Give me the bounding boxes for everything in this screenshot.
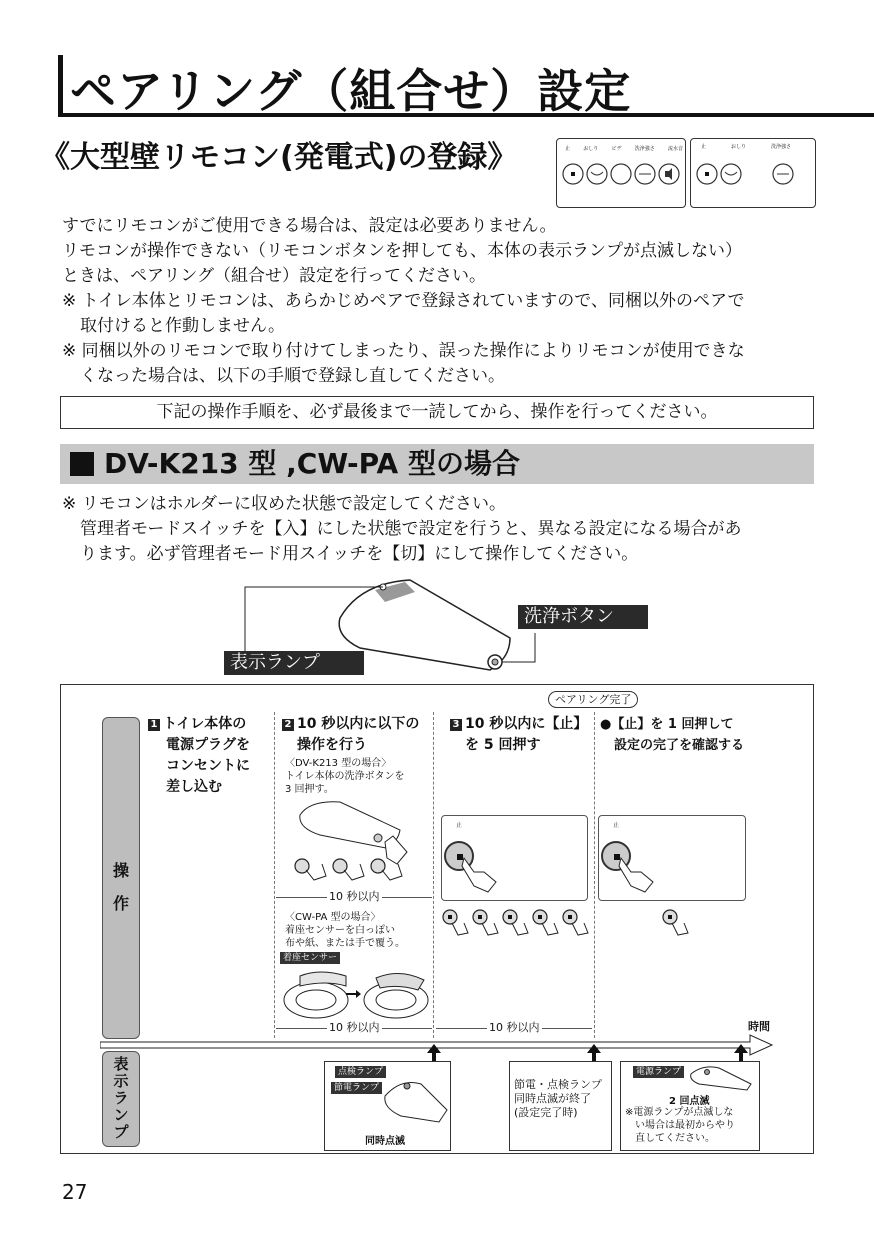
- step1-line: 差し込む: [166, 779, 222, 795]
- lamp-state-3: [620, 1061, 760, 1151]
- time-axis-label: 時間: [748, 1020, 770, 1033]
- section-note: ※ リモコンはホルダーに収めた状態で設定してください。: [62, 494, 506, 514]
- step1-line: トイレ本体の: [163, 716, 247, 732]
- stop-press-5x-icon: [436, 905, 592, 945]
- square-icon: [70, 452, 94, 476]
- step2-note-line: 着座センサーを白っぽい: [285, 925, 395, 936]
- step1-line: 電源プラグを: [166, 737, 250, 753]
- remote-label: 流水音: [667, 146, 683, 152]
- lamp-tab-char: 表: [113, 1055, 129, 1073]
- lamp3-note-line: ※電源ランプが点滅しな: [625, 1107, 734, 1118]
- lid-lamp-illustration: [381, 1076, 449, 1126]
- lamp-state-1: [324, 1061, 451, 1151]
- remote-label: おしり: [730, 144, 746, 150]
- lamp-tab: [102, 1051, 140, 1147]
- interval-label: 10 秒以内: [329, 1021, 380, 1034]
- intro-line: リモコンが操作できない（リモコンボタンを押しても、本体の表示ランプが点滅しない）: [62, 241, 742, 261]
- lamp-tab-char: プ: [113, 1123, 129, 1141]
- remote-label: 止: [565, 146, 571, 152]
- hand-pointer-icon: [460, 854, 500, 894]
- stop-label: 止: [613, 822, 620, 829]
- step4-text: [600, 714, 744, 756]
- power-save-lamp-tag: 節電ランプ: [331, 1082, 382, 1094]
- intro-note-cont: 取付けると作動しません。: [80, 316, 286, 336]
- power-lamp-tag: 電源ランプ: [633, 1066, 684, 1078]
- remote-panel-step3: [441, 815, 588, 901]
- page-title: ペアリング（組合せ）設定: [70, 64, 632, 118]
- step1-line: コンセントに: [166, 758, 250, 774]
- lamp-tab-char: ラ: [113, 1089, 129, 1107]
- interval-label: 10 秒以内: [489, 1021, 540, 1034]
- page-number: 27: [62, 1180, 88, 1204]
- remote-panel-step4: [598, 815, 746, 901]
- remote-small-labels: [701, 143, 791, 150]
- remote-label: 止: [701, 144, 707, 150]
- step2-dv-note: [285, 757, 405, 796]
- operation-tab-char: 作: [112, 894, 129, 913]
- step3-text: [450, 714, 587, 756]
- operation-tab: [102, 717, 140, 1039]
- step2-cw-note: [285, 911, 405, 950]
- step4-line: 設定の完了を確認する: [614, 738, 745, 753]
- remote-large-illustration: [556, 138, 686, 208]
- remote-buttons-icon: [561, 159, 683, 189]
- section-note-cont: ります。必ず管理者モード用スイッチを【切】にして操作してください。: [80, 544, 639, 564]
- hand-pointer-icon: [617, 854, 657, 894]
- lamp2-line: 節電・点検ランプ: [514, 1078, 602, 1091]
- lamp3-caption: 2 回点滅: [669, 1096, 710, 1107]
- inspection-lamp-tag: 点検ランプ: [335, 1066, 386, 1078]
- remote-small-buttons-icon: [695, 159, 811, 189]
- section-heading-text: DV-K213 型 ,CW-PA 型の場合: [104, 447, 520, 480]
- remote-label: 洗浄強さ: [634, 146, 655, 152]
- remote-label: 洗浄強さ: [770, 144, 791, 150]
- wash-press-illustration: [290, 800, 430, 892]
- step2-note-line: 〈DV-K213 型の場合〉: [285, 758, 392, 769]
- step2-note-line: 布や紙、または手で覆う。: [285, 938, 405, 949]
- lamp2-text: [514, 1078, 602, 1120]
- step2-line: 10 秒以内に以下の: [297, 716, 420, 732]
- step4-line: ●【止】を 1 回押して: [600, 717, 734, 732]
- remote-label: おしり: [583, 146, 599, 152]
- intro-line: すでにリモコンがご使用できる場合は、設定は必要ありません。: [62, 216, 557, 236]
- lamp2-line: (設定完了時): [514, 1106, 578, 1119]
- lamp-tab-char: ン: [113, 1106, 129, 1124]
- lid-lamp-illustration: [689, 1064, 753, 1092]
- step-divider: [433, 712, 434, 1038]
- intro-note-cont: くなった場合は、以下の手順で登録し直してください。: [80, 366, 505, 386]
- lamp2-line: 同時点滅が終了: [514, 1092, 591, 1105]
- step-divider: [594, 712, 595, 1038]
- step1-text: [148, 714, 250, 798]
- notice-box: 下記の操作手順を、必ず最後まで一読してから、操作を行ってください。: [60, 396, 814, 429]
- step2-text: [282, 714, 419, 756]
- interval-label: 10 秒以内: [329, 890, 380, 903]
- step-number: 3: [450, 719, 462, 731]
- seat-sensor-tag: 着座センサー: [280, 952, 340, 964]
- step-number: 1: [148, 719, 160, 731]
- lamp3-note: [625, 1106, 735, 1145]
- lamp-tab-char: 示: [113, 1072, 129, 1090]
- display-lamp-label: 表示ランプ: [224, 651, 364, 675]
- stop-label: 止: [456, 822, 463, 829]
- remote-label: ビデ: [611, 146, 622, 152]
- pairing-complete-callout: ペアリング完了: [548, 691, 638, 708]
- intro-note: ※ トイレ本体とリモコンは、あらかじめペアで登録されていますので、同梱以外のペアで: [62, 291, 745, 311]
- intro-note: ※ 同梱以外のリモコンで取り付けてしまったり、誤った操作によりリモコンが使用できな: [62, 341, 745, 361]
- lamp1-caption: 同時点滅: [365, 1136, 405, 1147]
- remote-small-illustration: [690, 138, 816, 208]
- step3-line: 10 秒以内に【止】: [465, 716, 588, 732]
- wash-button-label: 洗浄ボタン: [518, 605, 648, 629]
- operation-tab-char: 操: [112, 861, 129, 880]
- step-number: 2: [282, 719, 294, 731]
- step3-line: を 5 回押す: [465, 737, 541, 753]
- section-note-cont: 管理者モードスイッチを【入】にした状態で設定を行うと、異なる設定になる場合があ: [80, 519, 742, 539]
- remote-large-labels: [565, 143, 683, 156]
- step2-line: 操作を行う: [297, 737, 367, 753]
- step2-note-line: 3 回押す。: [285, 784, 334, 795]
- section-heading: [60, 444, 814, 484]
- seat-sensor-illustration: [280, 966, 432, 1026]
- step-divider: [274, 712, 275, 1038]
- lamp-state-2: [509, 1061, 612, 1151]
- intro-line: ときは、ペアリング（組合せ）設定を行ってください。: [62, 266, 486, 286]
- step2-note-line: トイレ本体の洗浄ボタンを: [285, 771, 405, 782]
- lamp3-note-line: 直してください。: [635, 1133, 715, 1144]
- stop-press-1x-icon: [660, 905, 696, 945]
- step2-note-line: 〈CW-PA 型の場合〉: [285, 912, 381, 923]
- page-subtitle: 《大型壁リモコン(発電式)の登録》: [40, 140, 518, 175]
- lamp3-note-line: い場合は最初からやり: [635, 1120, 735, 1131]
